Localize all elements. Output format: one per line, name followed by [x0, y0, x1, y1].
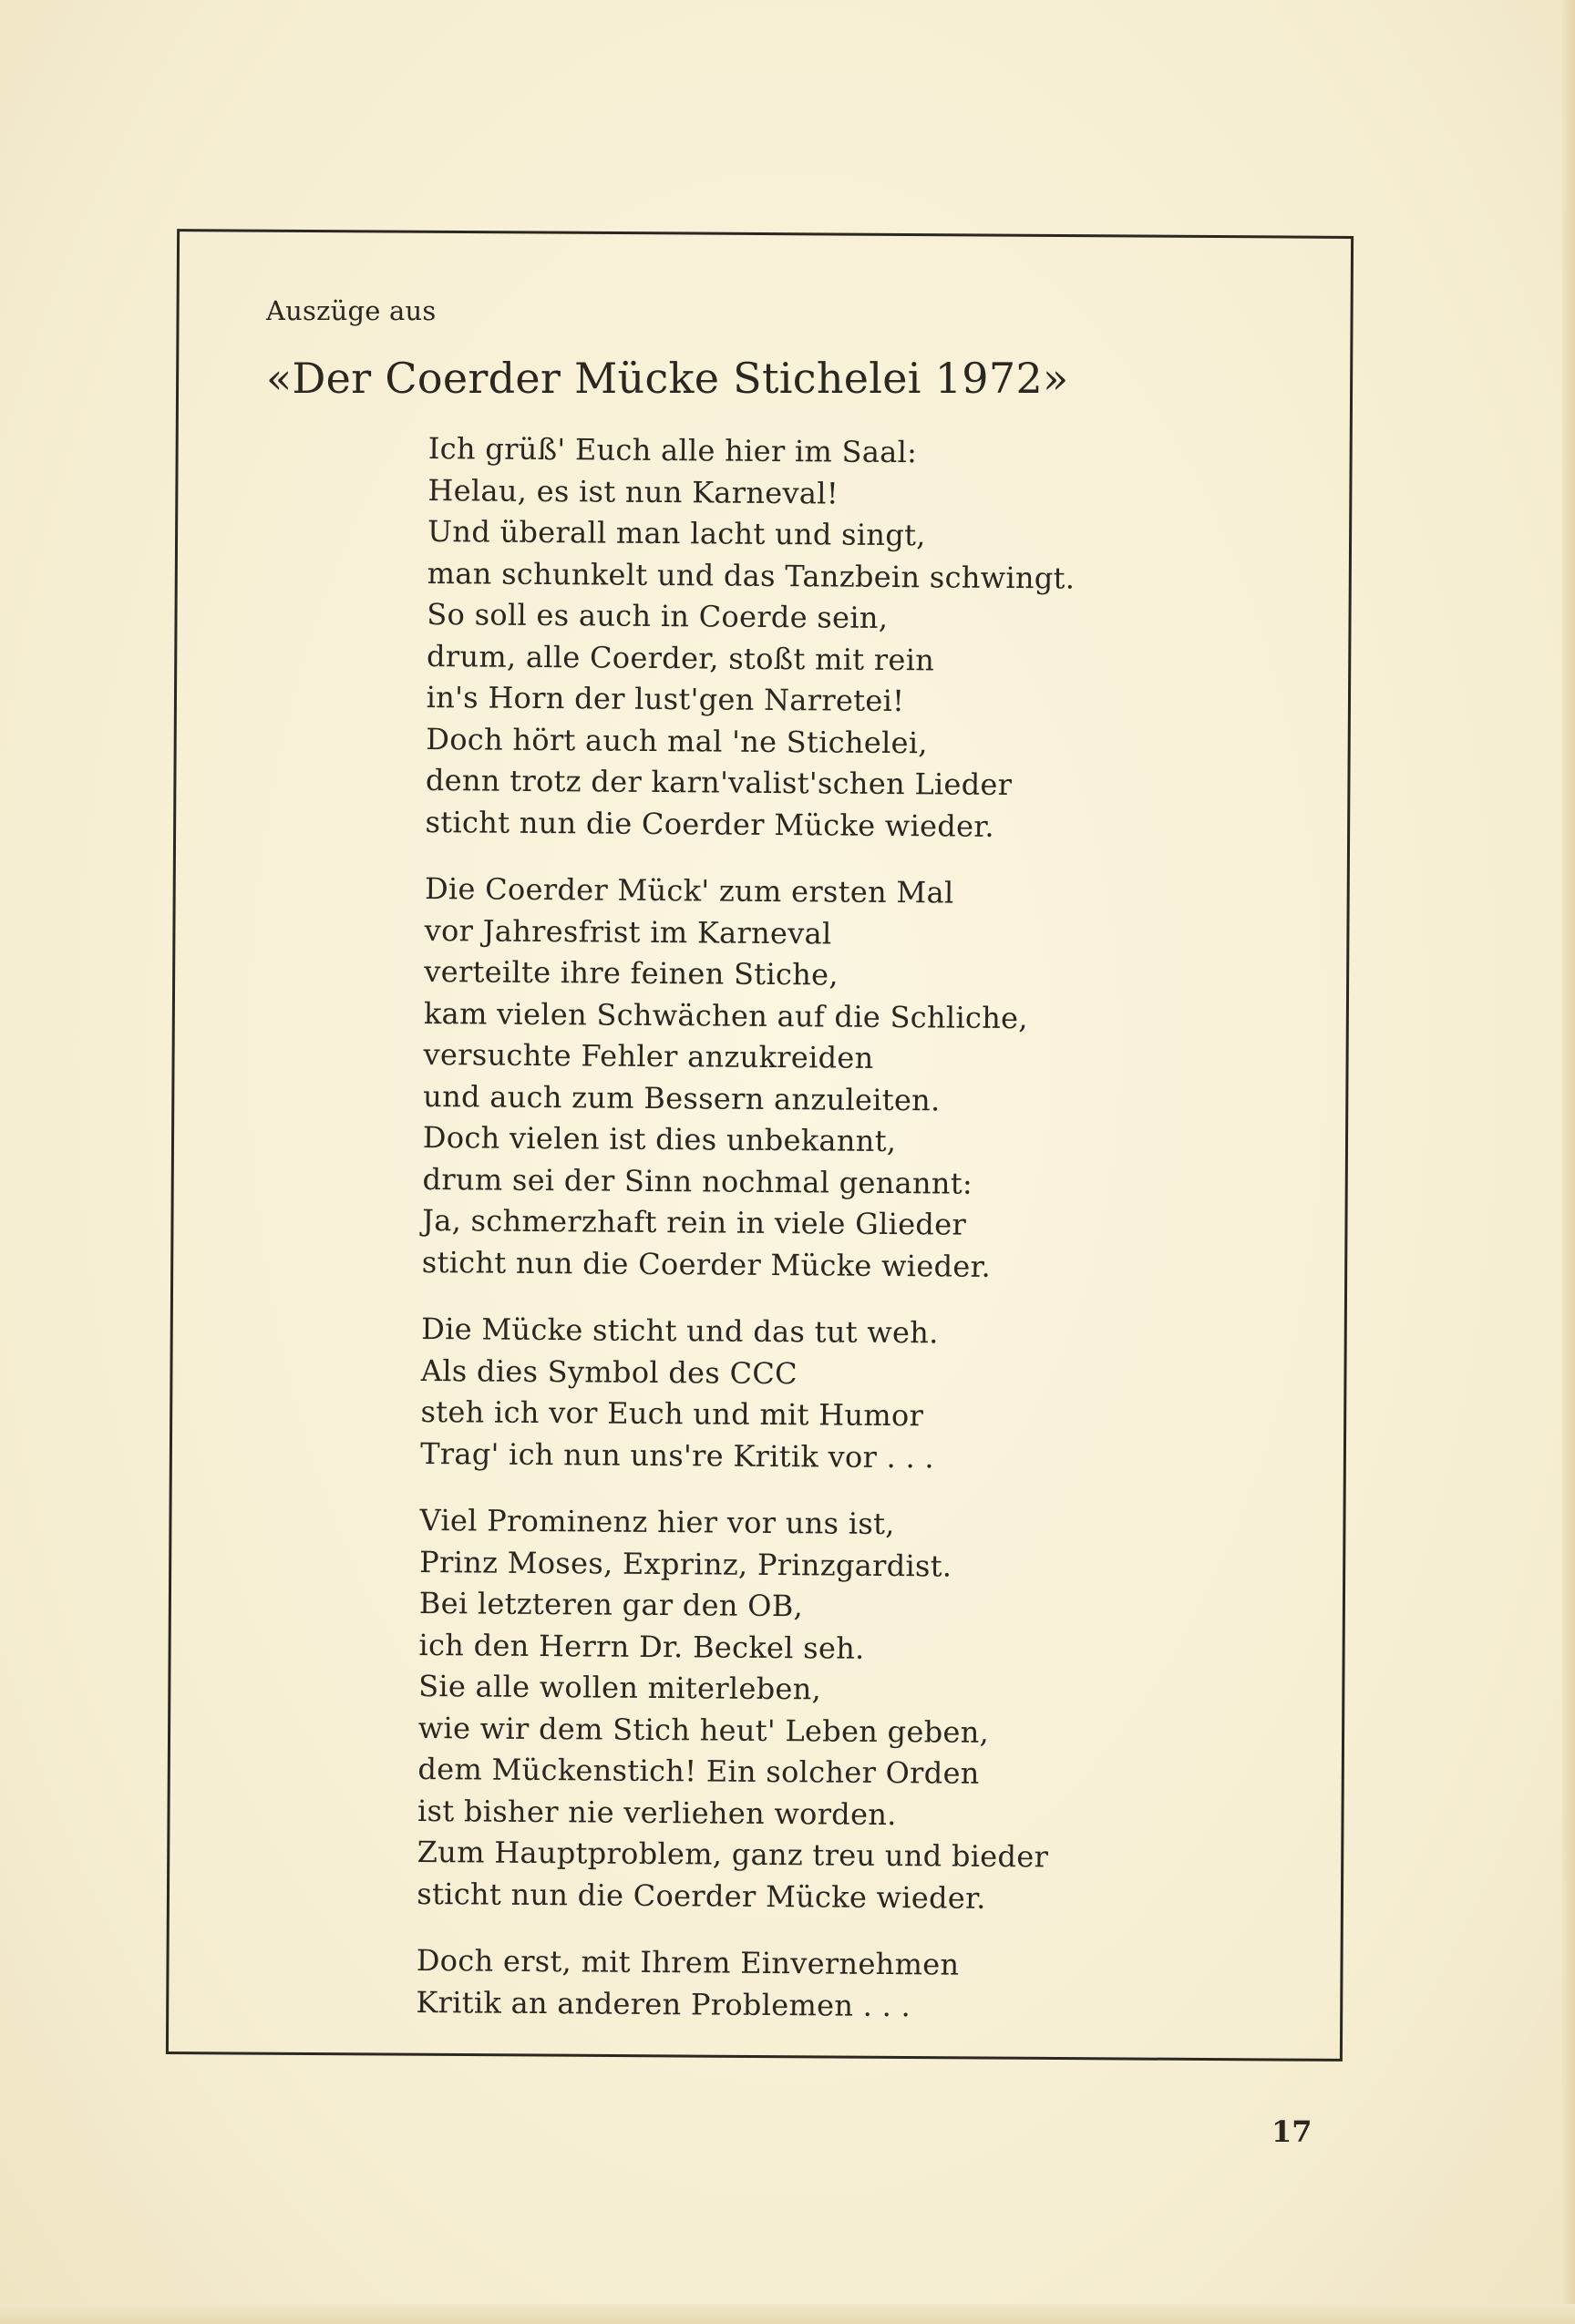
stanza: [417, 1500, 1113, 1920]
poem-body: [416, 428, 1121, 2054]
page-edge-right: [1562, 0, 1575, 2324]
poem-line: kam vielen Schwächen auf die Schliche,: [423, 995, 1028, 1035]
poem-line: in's Horn der lust'gen Narretei!: [426, 679, 905, 719]
intro-text: Auszüge aus: [266, 295, 437, 326]
poem-line: steh ich vor Euch und mit Humor: [420, 1393, 924, 1434]
poem-line: Ja, schmerzhaft rein in viele Glieder: [422, 1202, 967, 1242]
poem-line: Kritik an anderen Problemen . . .: [416, 1984, 911, 2023]
stanza: [416, 1940, 1109, 2029]
poem-line: Viel Prominenz hier vor uns ist,: [419, 1502, 895, 1542]
poem-line: Doch vielen ist dies unbekannt,: [422, 1119, 897, 1159]
poem-line: Prinz Moses, Exprinz, Prinzgardist.: [419, 1544, 952, 1584]
poem-line: Die Coerder Mück' zum ersten Mal: [424, 870, 954, 910]
poem-line: und auch zum Bessern anzuleiten.: [423, 1078, 941, 1117]
poem-line: versuchte Fehler anzukreiden: [423, 1036, 874, 1075]
poem-line: sticht nun die Coerder Mücke wieder.: [421, 1244, 992, 1284]
page-number: 17: [1271, 2114, 1312, 2149]
poem-line: vor Jahresfrist im Karneval: [424, 912, 832, 951]
poem-line: drum sei der Sinn nochmal genannt:: [422, 1161, 973, 1201]
poem-line: Als dies Symbol des CCC: [420, 1352, 798, 1391]
poem-title: «Der Coerder Mücke Stichelei 1972»: [266, 354, 1069, 403]
stanza: [422, 869, 1118, 1289]
stanza: [420, 1309, 1114, 1480]
poem-line: So soll es auch in Coerde sein,: [427, 596, 889, 635]
poem-line: Zum Hauptproblem, ganz treu und bieder: [417, 1834, 1049, 1875]
poem-line: Bei letzteren gar den OB,: [418, 1585, 804, 1624]
poem-line: man schunkelt und das Tanzbein schwingt.: [427, 555, 1076, 596]
poem-line: dem Mückenstich! Ein solcher Orden: [417, 1751, 980, 1791]
poem-line: verteilte ihre feinen Stiche,: [424, 953, 839, 992]
poem-line: Doch hört auch mal 'ne Stichelei,: [426, 721, 928, 760]
poem-line: Ich grüß' Euch alle hier im Saal:: [427, 430, 918, 470]
poem-line: wie wir dem Stich heut' Leben geben,: [417, 1710, 990, 1750]
poem-line: Helau, es ist nun Karneval!: [427, 472, 839, 511]
poem-line: Und überall man lacht und singt,: [427, 513, 926, 553]
poem-line: ist bisher nie verliehen worden.: [417, 1793, 897, 1832]
poem-line: Sie alle wollen miterleben,: [418, 1668, 822, 1707]
poem-line: sticht nun die Coerder Mücke wieder.: [425, 804, 995, 844]
poem-line: Trag' ich nun uns're Kritik vor . . .: [420, 1435, 935, 1475]
stanza: [425, 428, 1121, 848]
poem-line: sticht nun die Coerder Mücke wieder.: [417, 1876, 986, 1916]
poem-line: denn trotz der karn'valist'schen Lieder: [425, 762, 1013, 803]
poem-line: Doch erst, mit Ihrem Einvernehmen: [416, 1942, 960, 1982]
poem-line: ich den Herrn Dr. Beckel seh.: [418, 1627, 865, 1666]
poem-line: Die Mücke sticht und das tut weh.: [421, 1311, 939, 1351]
poem-line: drum, alle Coerder, stoßt mit rein: [426, 638, 935, 677]
page-edge-bottom: [0, 2304, 1575, 2324]
